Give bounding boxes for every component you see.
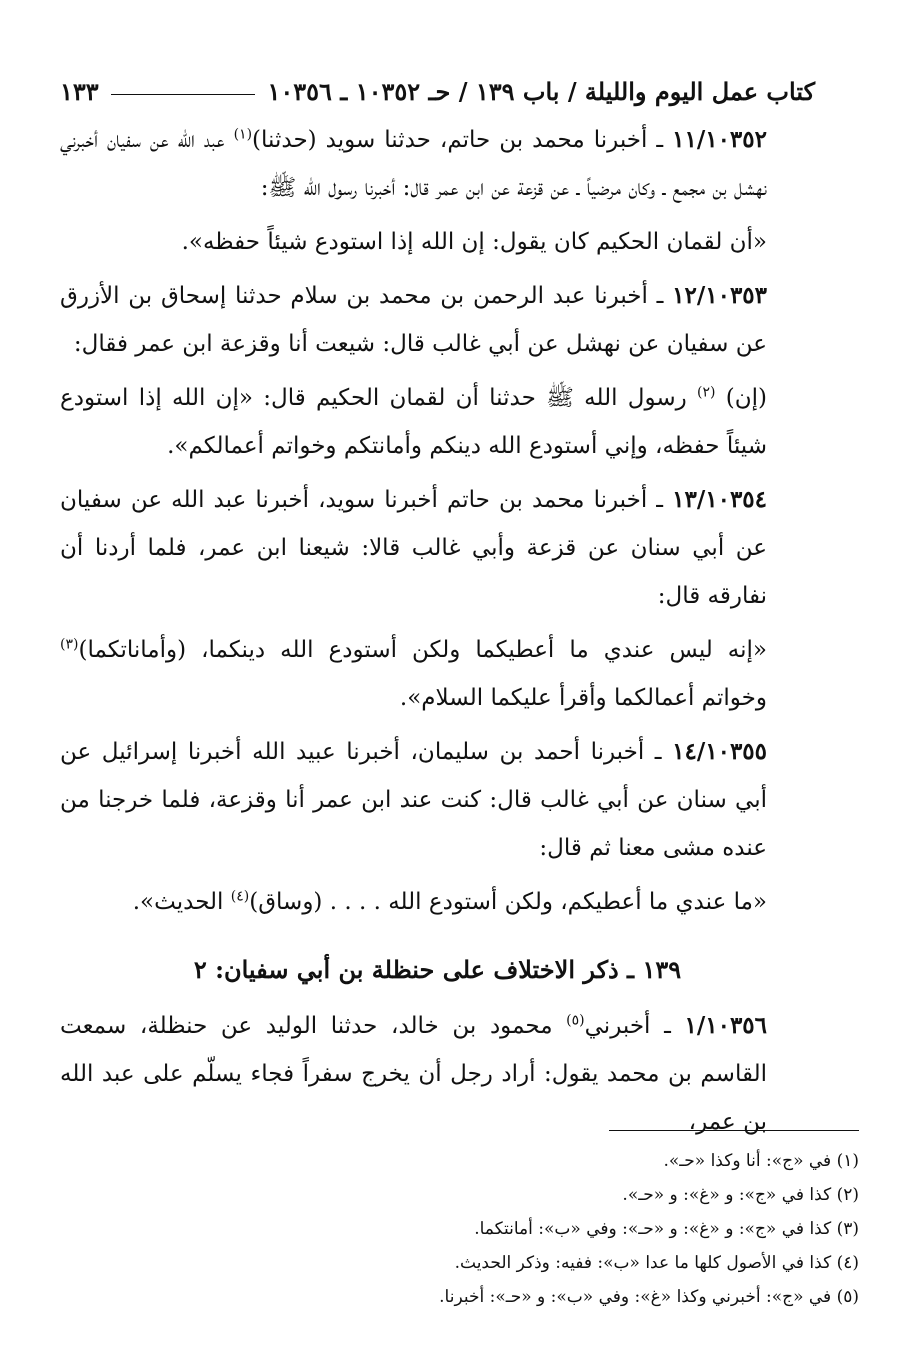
- matn-text: وخواتم أعمالكما وأقرأ عليكما السلام».: [399, 685, 767, 711]
- footnote-ref: (٥): [566, 1012, 585, 1029]
- running-header: [60, 74, 815, 110]
- footnote: (٥) في «ج»: أخبرني وكذا «غ»: وفي «ب»: و «حـ»: أخبرنا.: [439, 1287, 859, 1307]
- header-rule: [111, 94, 256, 95]
- isnad-text: ـ أخبرنا عبد الرحمن بن محمد بن سلام حدثنا إسحاق بن الأزرق عن سفيان عن نهشل عن أبي غالب قال: شيعت أنا وقزعة ابن عمر فقال:: [60, 283, 767, 357]
- hadith-matn: [60, 878, 815, 926]
- footnotes: [99, 1144, 859, 1314]
- hadith-number: ١٤/١٠٣٥٥: [672, 738, 767, 765]
- hadith-entry: [60, 116, 815, 212]
- isnad-text: عبد الله عن سفيان أخبرني نهشل بن مجمع ـ وكان مرضياً ـ عن قزعة عن ابن عمر قال: أخبرنا رسول الله ﷺ:: [60, 127, 767, 201]
- matn-text: «ما عندي ما أعطيكم، ولكن أستودع الله . . . . (وساق): [249, 889, 767, 915]
- footnote-ref: (٤): [230, 888, 250, 905]
- matn-text: (إن): [715, 385, 767, 411]
- hadith-number: ١١/١٠٣٥٢: [672, 126, 767, 153]
- hadith-number: ١٢/١٠٣٥٣: [672, 282, 767, 309]
- isnad-text: ـ أخبرنا أحمد بن سليمان، أخبرنا عبيد الله أخبرنا إسرائيل عن أبي سنان عن أبي غالب قال: كنت عند ابن عمر أنا وقزعة، فلما خرجنا من عنده مشى معنا ثم قال:: [60, 739, 767, 861]
- matn-text: «إنه ليس عندي ما أعطيكما ولكن أستودع الله دينكما، (وأماناتكما): [78, 637, 767, 663]
- hadith-entry: [60, 1002, 815, 1146]
- hadith-entry: [60, 476, 815, 620]
- footnote-ref: (٢): [697, 384, 716, 401]
- footnote-separator: [609, 1130, 859, 1131]
- hadith-number: ١٣/١٠٣٥٤: [672, 486, 767, 513]
- main-text: [60, 116, 815, 1146]
- matn-text: الحديث».: [132, 889, 231, 915]
- header-title: كتاب عمل اليوم والليلة / باب ١٣٩ / حـ ١٠٣٥٢ ـ ١٠٣٥٦: [267, 77, 815, 106]
- hadith-entry: [60, 272, 815, 368]
- footnote-ref: (٣): [60, 636, 79, 653]
- isnad-text: ـ أخبرنا محمد بن حاتم، حدثنا سويد (حدثنا): [252, 127, 673, 153]
- hadith-matn: [60, 374, 815, 470]
- footnote: (٢) كذا في «ج»: و «غ»: و «حـ».: [622, 1185, 859, 1205]
- hadith-entry: [60, 728, 815, 872]
- hadith-number: ١/١٠٣٥٦: [684, 1012, 768, 1039]
- matn-text: «أن لقمان الحكيم كان يقول: إن الله إذا استودع شيئاً حفظه».: [181, 229, 767, 255]
- hadith-matn: [60, 218, 815, 266]
- footnote: (١) في «ج»: أنا وكذا «حـ».: [663, 1151, 859, 1171]
- isnad-text: ـ أخبرنا محمد بن حاتم أخبرنا سويد، أخبرنا عبد الله عن سفيان عن أبي سنان عن قزعة وأبي غالب قالا: شيعنا ابن عمر، فلما أردنا أن نفارقه قال:: [60, 487, 767, 609]
- footnote-ref: (١): [233, 126, 253, 143]
- matn-text: رسول الله ﷺ حدثنا أن لقمان الحكيم قال: «إن الله إذا استودع شيئاً حفظه، وإني أستودع الله دينكم وأمانتكم وخواتم أعمالكم».: [60, 385, 767, 459]
- chapter-heading: ١٣٩ ـ ذكر الاختلاف على حنظلة بن أبي سفيان: ٢: [193, 955, 682, 984]
- page-number: ١٣٣: [60, 77, 99, 106]
- isnad-text: ـ أخبرني: [584, 1013, 685, 1039]
- hadith-matn: [60, 626, 815, 722]
- footnote: (٤) كذا في الأصول كلها ما عدا «ب»: ففيه: وذكر الحديث.: [454, 1253, 859, 1273]
- footnote: (٣) كذا في «ج»: و «غ»: و «حـ»: وفي «ب»: أمانتكما.: [474, 1219, 859, 1239]
- isnad-text: محمود بن خالد، حدثنا الوليد عن حنظلة، سمعت القاسم بن محمد يقول: أراد رجل أن يخرج سفراً فجاء يسلّم على عبد الله بن عمر،: [60, 1013, 767, 1135]
